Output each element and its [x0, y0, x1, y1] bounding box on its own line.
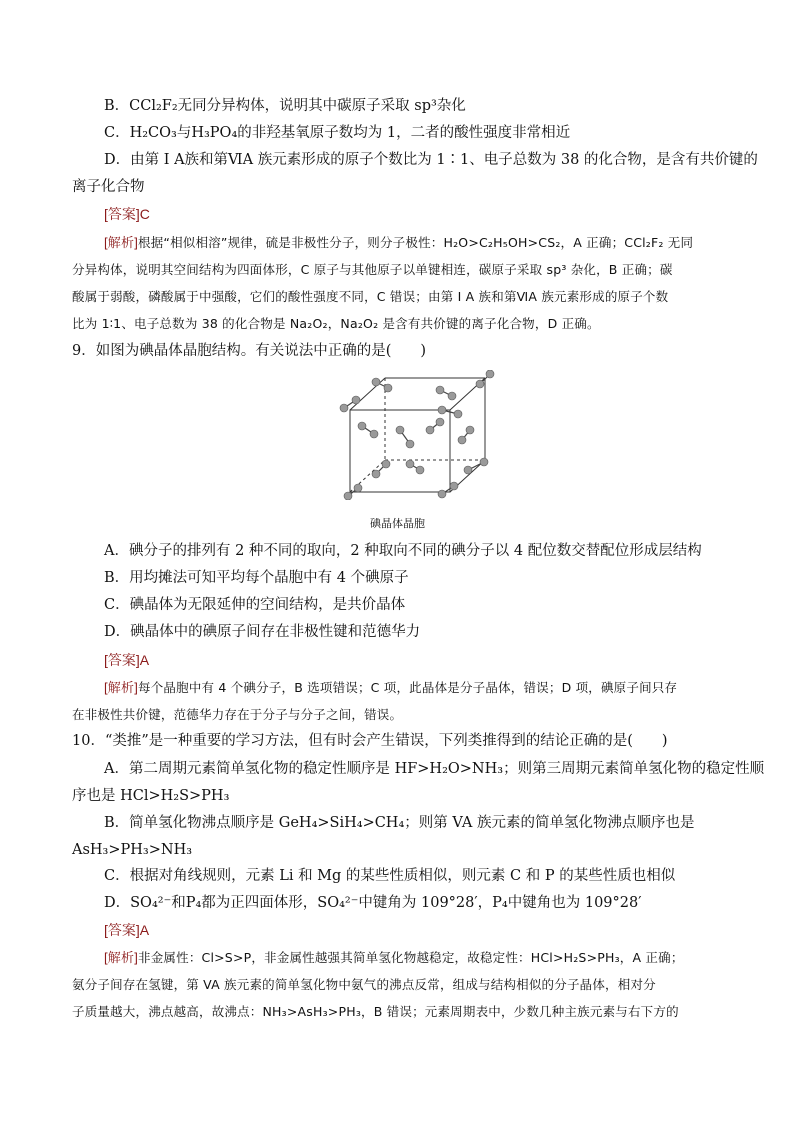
q10-analysis-line2: 氨分子间存在氢键，第 VA 族元素的简单氢化物中氨气的沸点反常，组成与结构相似的分子晶体，相对分 [72, 977, 656, 992]
q8-analysis-line1 [104, 233, 724, 253]
answer-value: C [139, 206, 150, 222]
answer-value: A [139, 652, 150, 668]
q8-option-c: C．H₂CO₃与H₃PO₄的非羟基氧原子数均为 1，二者的酸性强度非常相近 [104, 125, 571, 141]
q9-option-d: D．碘晶体中的碘原子间存在非极性键和范德华力 [104, 624, 421, 640]
q9-option-a: A．碘分子的排列有 2 种不同的取向，2 种取向不同的碘分子以 4 配位数交替配位形成层结构 [104, 543, 702, 559]
answer-value: A [139, 922, 150, 938]
q10-option-a-line2: 序也是 HCl>H₂S>PH₃ [72, 788, 230, 804]
q9-answer [104, 650, 724, 671]
q9-analysis-line2: 在非极性共价键，范德华力存在于分子与分子之间，错误。 [72, 707, 403, 722]
q10-analysis-line3: 子质量越大，沸点越高，故沸点：NH₃>AsH₃>PH₃，B 错误；元素周期表中，少数几种主族元素与右下方的 [72, 1004, 679, 1019]
q8-analysis-line2: 分异构体，说明其空间结构为四面体形，C 原子与其他原子以单键相连，碳原子采取 sp³ 杂化，B 正确；碳 [72, 262, 673, 277]
figure-caption: 碘晶体晶胞 [370, 517, 425, 530]
q10-stem: 10．“类推”是一种重要的学习方法，但有时会产生错误，下列类推得到的结论正确的是( ) [72, 733, 668, 749]
q9-stem: 9．如图为碘晶体晶胞结构。有关说法中正确的是( ) [72, 343, 427, 359]
analysis-tag: [解析] [104, 235, 139, 250]
q8-analysis-line4: 比为 1∶1、电子总数为 38 的化合物是 Na₂O₂，Na₂O₂ 是含有共价键的离子化合物，D 正确。 [72, 316, 600, 331]
analysis-text: 非金属性：Cl>S>P，非金属性越强其简单氢化物越稳定，故稳定性：HCl>H₂S>PH₃，A 正确； [138, 950, 684, 965]
q10-option-c: C．根据对角线规则，元素 Li 和 Mg 的某些性质相似，则元素 C 和 P 的某些性质也相似 [104, 868, 676, 884]
answer-tag: [答案] [104, 652, 140, 668]
q10-option-a-line1: A．第二周期元素简单氢化物的稳定性顺序是 HF>H₂O>NH₃；则第三周期元素简单氢化物的稳定性顺 [104, 761, 765, 777]
q10-analysis-line1 [104, 948, 724, 968]
analysis-tag: [解析] [104, 950, 139, 965]
answer-tag: [答案] [104, 206, 140, 222]
q8-option-b: B．CCl₂F₂无同分异构体，说明其中碳原子采取 sp³杂化 [104, 98, 466, 114]
q8-option-d-line2: 离子化合物 [72, 179, 145, 195]
answer-tag: [答案] [104, 922, 140, 938]
q8-option-d-line1: D．由第 I A族和第ⅥA 族元素形成的原子个数比为 1∶1、电子总数为 38 的化合物，是含有共价键的 [104, 152, 758, 168]
analysis-text: 每个晶胞中有 4 个碘分子，B 选项错误；C 项，此晶体是分子晶体，错误；D 项，碘原子间只存 [138, 680, 678, 695]
q8-analysis-line3: 酸属于弱酸，磷酸属于中强酸，它们的酸性强度不同，C 错误；由第 I A 族和第ⅥA 族元素形成的原子个数 [72, 289, 669, 304]
q10-answer [104, 920, 724, 941]
q9-option-b: B．用均摊法可知平均每个晶胞中有 4 个碘原子 [104, 570, 409, 586]
analysis-text: 根据“相似相溶”规律，硫是非极性分子，则分子极性：H₂O>C₂H₅OH>CS₂，A 正确；CCl₂F₂ 无同 [138, 235, 694, 250]
q10-option-b-line2: AsH₃>PH₃>NH₃ [72, 842, 193, 858]
analysis-tag: [解析] [104, 680, 139, 695]
q9-option-c: C．碘晶体为无限延伸的空间结构，是共价晶体 [104, 597, 406, 613]
q9-analysis-line1 [104, 678, 724, 698]
q10-option-b-line1: B．简单氢化物沸点顺序是 GeH₄>SiH₄>CH₄；则第 VA 族元素的简单氢化物沸点顺序也是 [104, 815, 695, 831]
q8-answer [104, 204, 724, 225]
q10-option-d: D．SO₄²⁻和P₄都为正四面体形，SO₄²⁻中键角为 109°28′，P₄中键角也为 109°28′ [104, 895, 642, 911]
iodine-crystal-cell-figure [330, 370, 500, 500]
